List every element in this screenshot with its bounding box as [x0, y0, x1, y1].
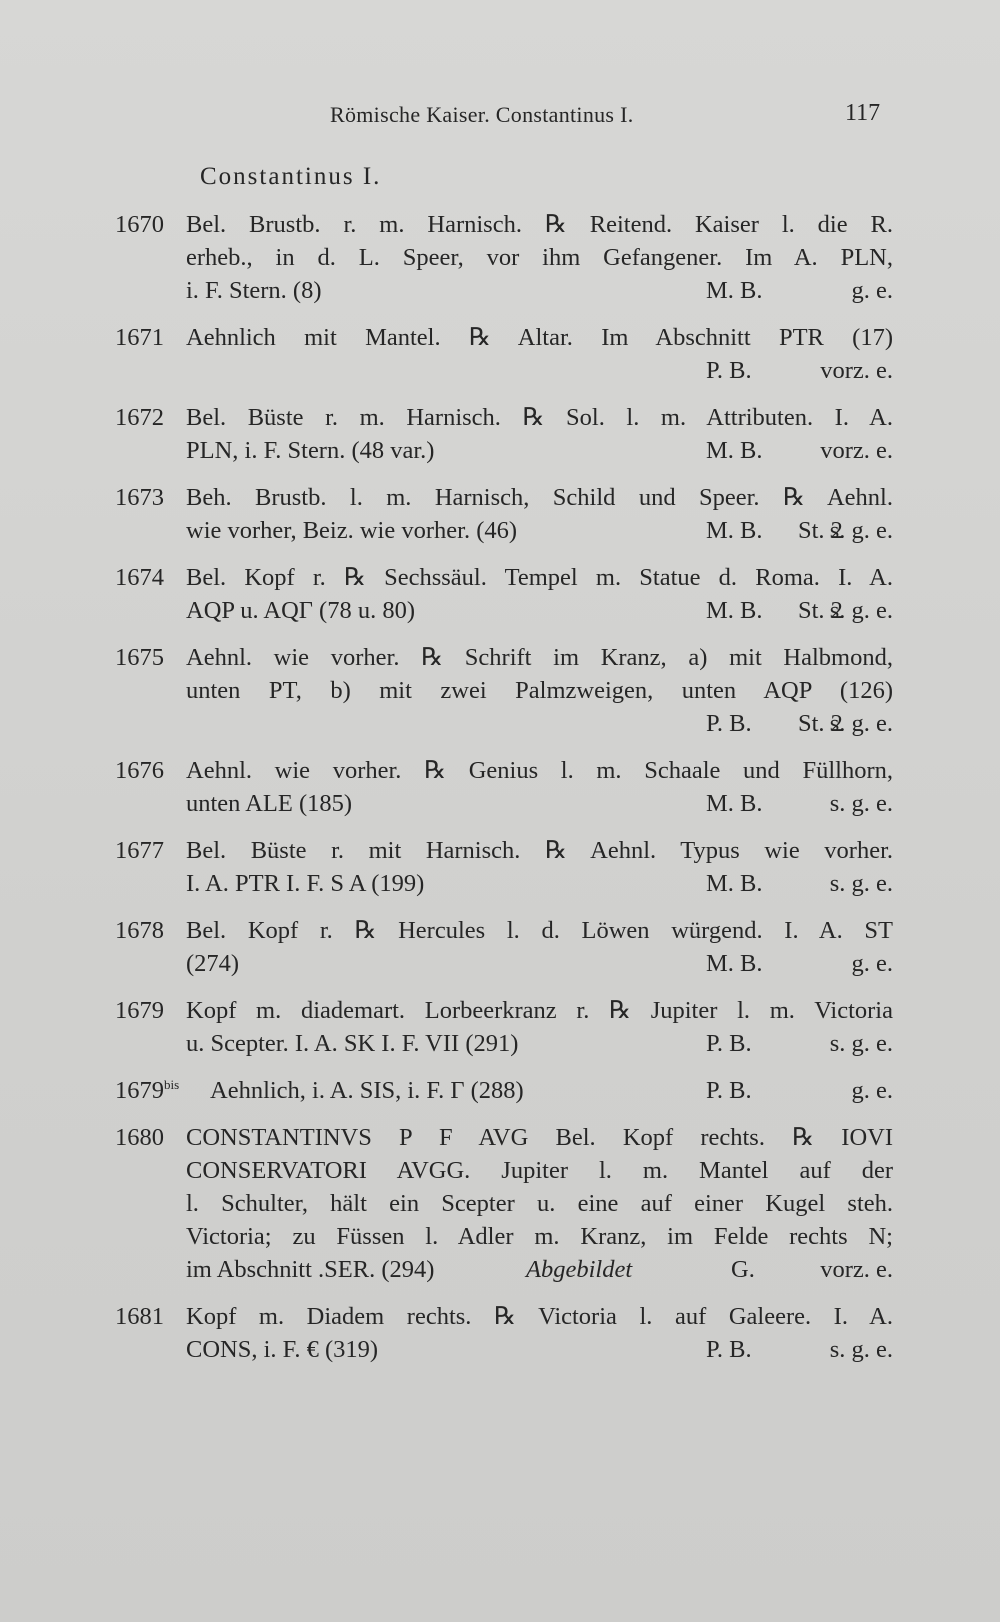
entry-line	[115, 401, 893, 434]
catalog-entry	[115, 1300, 893, 1366]
entry-line	[115, 354, 893, 387]
entry-line	[115, 1154, 893, 1187]
catalog-entry	[115, 914, 893, 980]
grade: g. e.	[851, 1077, 893, 1104]
entry-text: l. Schulter, hält ein Scepter u. eine auf einer Kugel steh.	[186, 1190, 893, 1217]
entry-number: 1671	[115, 324, 164, 351]
entry-line	[115, 994, 893, 1027]
entry-note: Abgebildet	[526, 1256, 633, 1283]
catalog-entry	[115, 561, 893, 627]
entry-number: 1672	[115, 404, 164, 431]
state: St. 2	[798, 517, 843, 544]
entry-number: 1673	[115, 484, 164, 511]
collection: M. B.	[706, 597, 763, 624]
entry-line	[115, 1220, 893, 1253]
entry-line	[115, 1253, 893, 1286]
entry-number: 1680	[115, 1124, 164, 1151]
entry-text: CONSERVATORI AVGG. Jupiter l. m. Mantel auf der	[186, 1157, 893, 1184]
collection: M. B.	[706, 437, 763, 464]
entry-line	[115, 1187, 893, 1220]
entry-text: PLN, i. F. Stern. (48 var.)	[186, 437, 435, 464]
entry-line	[115, 274, 893, 307]
state: St. 2	[798, 597, 843, 624]
entry-text: Beh. Brustb. l. m. Harnisch, Schild und Speer. ℞ Aehnl.	[186, 484, 893, 511]
entry-line	[115, 434, 893, 467]
entry-line	[115, 641, 893, 674]
catalog-entry	[115, 834, 893, 900]
entry-line	[115, 481, 893, 514]
entry-text: Bel. Brustb. r. m. Harnisch. ℞ Reitend. Kaiser l. die R.	[186, 211, 893, 238]
entry-number: 1677	[115, 837, 164, 864]
catalog-entry	[115, 481, 893, 547]
entry-line	[115, 1333, 893, 1366]
collection: P. B.	[706, 1030, 752, 1057]
entry-text: unten PT, b) mit zwei Palmzweigen, unten AQP (126)	[186, 677, 893, 704]
entry-number: 1679	[115, 997, 164, 1024]
grade: s. g. e.	[829, 597, 893, 624]
entry-text: Aehnlich, i. A. SIS, i. F. Γ (288)	[210, 1077, 524, 1104]
entry-text: Victoria; zu Füssen l. Adler m. Kranz, im Felde rechts N;	[186, 1223, 893, 1250]
entry-number: 1678	[115, 917, 164, 944]
entry-line	[115, 241, 893, 274]
entry-text: I. A. PTR I. F. S A (199)	[186, 870, 425, 897]
entry-text: wie vorher, Beiz. wie vorher. (46)	[186, 517, 518, 544]
entry-line	[115, 208, 893, 241]
grade: s. g. e.	[829, 870, 893, 897]
entry-text: im Abschnitt .SER. (294)	[186, 1256, 435, 1283]
catalog-entry	[115, 1121, 893, 1286]
collection: M. B.	[706, 790, 763, 817]
entry-text: Bel. Büste r. mit Harnisch. ℞ Aehnl. Typus wie vorher.	[186, 837, 893, 864]
entry-line	[115, 1300, 893, 1333]
grade: g. e.	[851, 277, 893, 304]
collection: P. B.	[706, 357, 752, 384]
catalog-entries	[115, 208, 893, 1380]
collection: M. B.	[706, 950, 763, 977]
entry-text: CONSTANTINVS P F AVG Bel. Kopf rechts. ℞ IOVI	[186, 1124, 893, 1151]
entry-line	[115, 914, 893, 947]
catalog-entry	[115, 754, 893, 820]
entry-line	[115, 561, 893, 594]
entry-text: Bel. Kopf r. ℞ Hercules l. d. Löwen würgend. I. A. ST	[186, 917, 893, 944]
state: St. 2	[798, 710, 843, 737]
entry-line	[115, 321, 893, 354]
page-number: 117	[845, 100, 881, 126]
entry-line	[115, 787, 893, 820]
entry-line	[115, 674, 893, 707]
catalog-entry	[115, 1074, 893, 1107]
entry-number: 1675	[115, 644, 164, 671]
entry-line	[115, 514, 893, 547]
entry-line	[115, 867, 893, 900]
entry-line	[115, 1027, 893, 1060]
grade: s. g. e.	[829, 1336, 893, 1363]
entry-line	[115, 834, 893, 867]
collection: P. B.	[706, 1077, 752, 1104]
entry-text: Aehnl. wie vorher. ℞ Genius l. m. Schaale und Füllhorn,	[186, 757, 893, 784]
entry-line	[115, 707, 893, 740]
entry-text: Bel. Büste r. m. Harnisch. ℞ Sol. l. m. Attributen. I. A.	[186, 404, 893, 431]
entry-number-suffix: bis	[164, 1076, 180, 1092]
entry-line	[115, 754, 893, 787]
entry-number: 1674	[115, 564, 164, 591]
catalog-entry	[115, 208, 893, 307]
grade: vorz. e.	[820, 357, 893, 384]
collection: P. B.	[706, 710, 752, 737]
collection: M. B.	[706, 870, 763, 897]
catalog-entry	[115, 994, 893, 1060]
entry-number: 1670	[115, 211, 164, 238]
entry-line	[115, 1074, 893, 1107]
grade: vorz. e.	[820, 1256, 893, 1283]
entry-text: Bel. Kopf r. ℞ Sechssäul. Tempel m. Statue d. Roma. I. A.	[186, 564, 893, 591]
entry-text: i. F. Stern. (8)	[186, 277, 322, 304]
entry-text: Aehnl. wie vorher. ℞ Schrift im Kranz, a) mit Halbmond,	[186, 644, 893, 671]
collection: G.	[731, 1256, 755, 1283]
grade: s. g. e.	[829, 790, 893, 817]
entry-line	[115, 947, 893, 980]
grade: s. g. e.	[829, 1030, 893, 1057]
collection: M. B.	[706, 277, 763, 304]
grade: g. e.	[851, 950, 893, 977]
entry-line	[115, 594, 893, 627]
entry-number: 1676	[115, 757, 164, 784]
collection: M. B.	[706, 517, 763, 544]
entry-text: AQP u. AQΓ (78 u. 80)	[186, 597, 415, 624]
entry-text: Aehnlich mit Mantel. ℞ Altar. Im Abschnitt PTR (17)	[186, 324, 893, 351]
catalog-entry	[115, 641, 893, 740]
entry-number: 1681	[115, 1303, 164, 1330]
collection: P. B.	[706, 1336, 752, 1363]
entry-text: Kopf m. diademart. Lorbeerkranz r. ℞ Jupiter l. m. Victoria	[186, 997, 893, 1024]
catalog-entry	[115, 401, 893, 467]
entry-text: unten ALE (185)	[186, 790, 353, 817]
entry-number: $1679^{bis}$	[115, 1076, 180, 1104]
grade: s. g. e.	[829, 517, 893, 544]
section-title: Constantinus I.	[200, 163, 382, 190]
catalog-entry	[115, 321, 893, 387]
grade: vorz. e.	[820, 437, 893, 464]
entry-text: CONS, i. F. € (319)	[186, 1336, 379, 1363]
running-title: Römische Kaiser. Constantinus I.	[330, 102, 634, 127]
entry-text: (274)	[186, 950, 240, 977]
entry-line	[115, 1121, 893, 1154]
entry-text: Kopf m. Diadem rechts. ℞ Victoria l. auf Galeere. I. A.	[186, 1303, 893, 1330]
grade: s. g. e.	[829, 710, 893, 737]
entry-text: erheb., in d. L. Speer, vor ihm Gefangener. Im A. PLN,	[186, 244, 893, 271]
running-header	[0, 102, 1000, 138]
entry-text: u. Scepter. I. A. SK I. F. VII (291)	[186, 1030, 519, 1057]
